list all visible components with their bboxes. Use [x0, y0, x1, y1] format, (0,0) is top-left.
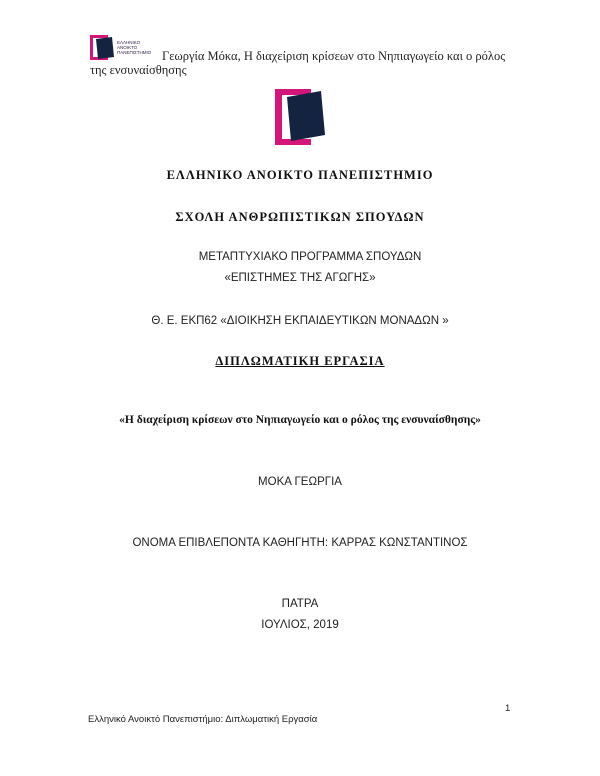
city: ΠΑΤΡΑ — [281, 598, 319, 610]
date: ΙΟΥΛΙΟΣ, 2019 — [261, 619, 339, 631]
center-logo-icon — [275, 89, 327, 145]
page-number: 1 — [505, 703, 511, 714]
running-title: Γεωργία Μόκα, Η διαχείριση κρίσεων στο Νηπιαγωγείο και ο ρόλος της ενσυναίσθησης — [90, 49, 506, 77]
module-name: Θ. Ε. ΕΚΠ62 «ΔΙΟΙΚΗΣΗ ΕΚΠΑΙΔΕΥΤΙΚΩΝ ΜΟΝΑΔΩΝ » — [151, 315, 449, 327]
running-header — [90, 49, 520, 77]
author-name: ΜΟΚΑ ΓΕΩΡΓΙΑ — [258, 476, 342, 488]
thesis-title: «Η διαχείριση κρίσεων στο Νηπιαγωγείο και ο ρόλος της ενσυναίσθησης» — [119, 414, 481, 426]
logo-wordmark: ΕΛΛΗΝΙΚΟ ΑΝΟΙΚΤΟ ΠΑΝΕΠΙΣΤΗΜΙΟ — [117, 40, 152, 55]
footer-text: Ελληνικό Ανοικτό Πανεπιστήμιο: Διπλωματική Εργασία — [88, 714, 318, 725]
program-name: «ΕΠΙΣΤΗΜΕΣ ΤΗΣ ΑΓΩΓΗΣ» — [224, 272, 376, 284]
document-type: ΔΙΠΛΩΜΑΤΙΚΗ ΕΡΓΑΣΙΑ — [215, 354, 385, 368]
school-name: ΣΧΟΛΗ ΑΝΘΡΩΠΙΣΤΙΚΩΝ ΣΠΟΥΔΩΝ — [175, 210, 425, 224]
university-name: ΕΛΛΗΝΙΚΟ ΑΝΟΙΚΤΟ ΠΑΝΕΠΙΣΤΗΜΙΟ — [166, 168, 434, 182]
supervisor-line: ΟΝΟΜΑ ΕΠΙΒΛΕΠΟΝΤΑ ΚΑΘΗΓΗΤΗ: ΚΑΡΡΑΣ ΚΩΝΣΤΑΝΤΙΝΟΣ — [132, 537, 468, 549]
program-label: ΜΕΤΑΠΤΥΧΙΑΚΟ ΠΡΟΓΡΑΜΜΑ ΣΠΟΥΔΩΝ — [198, 251, 422, 263]
